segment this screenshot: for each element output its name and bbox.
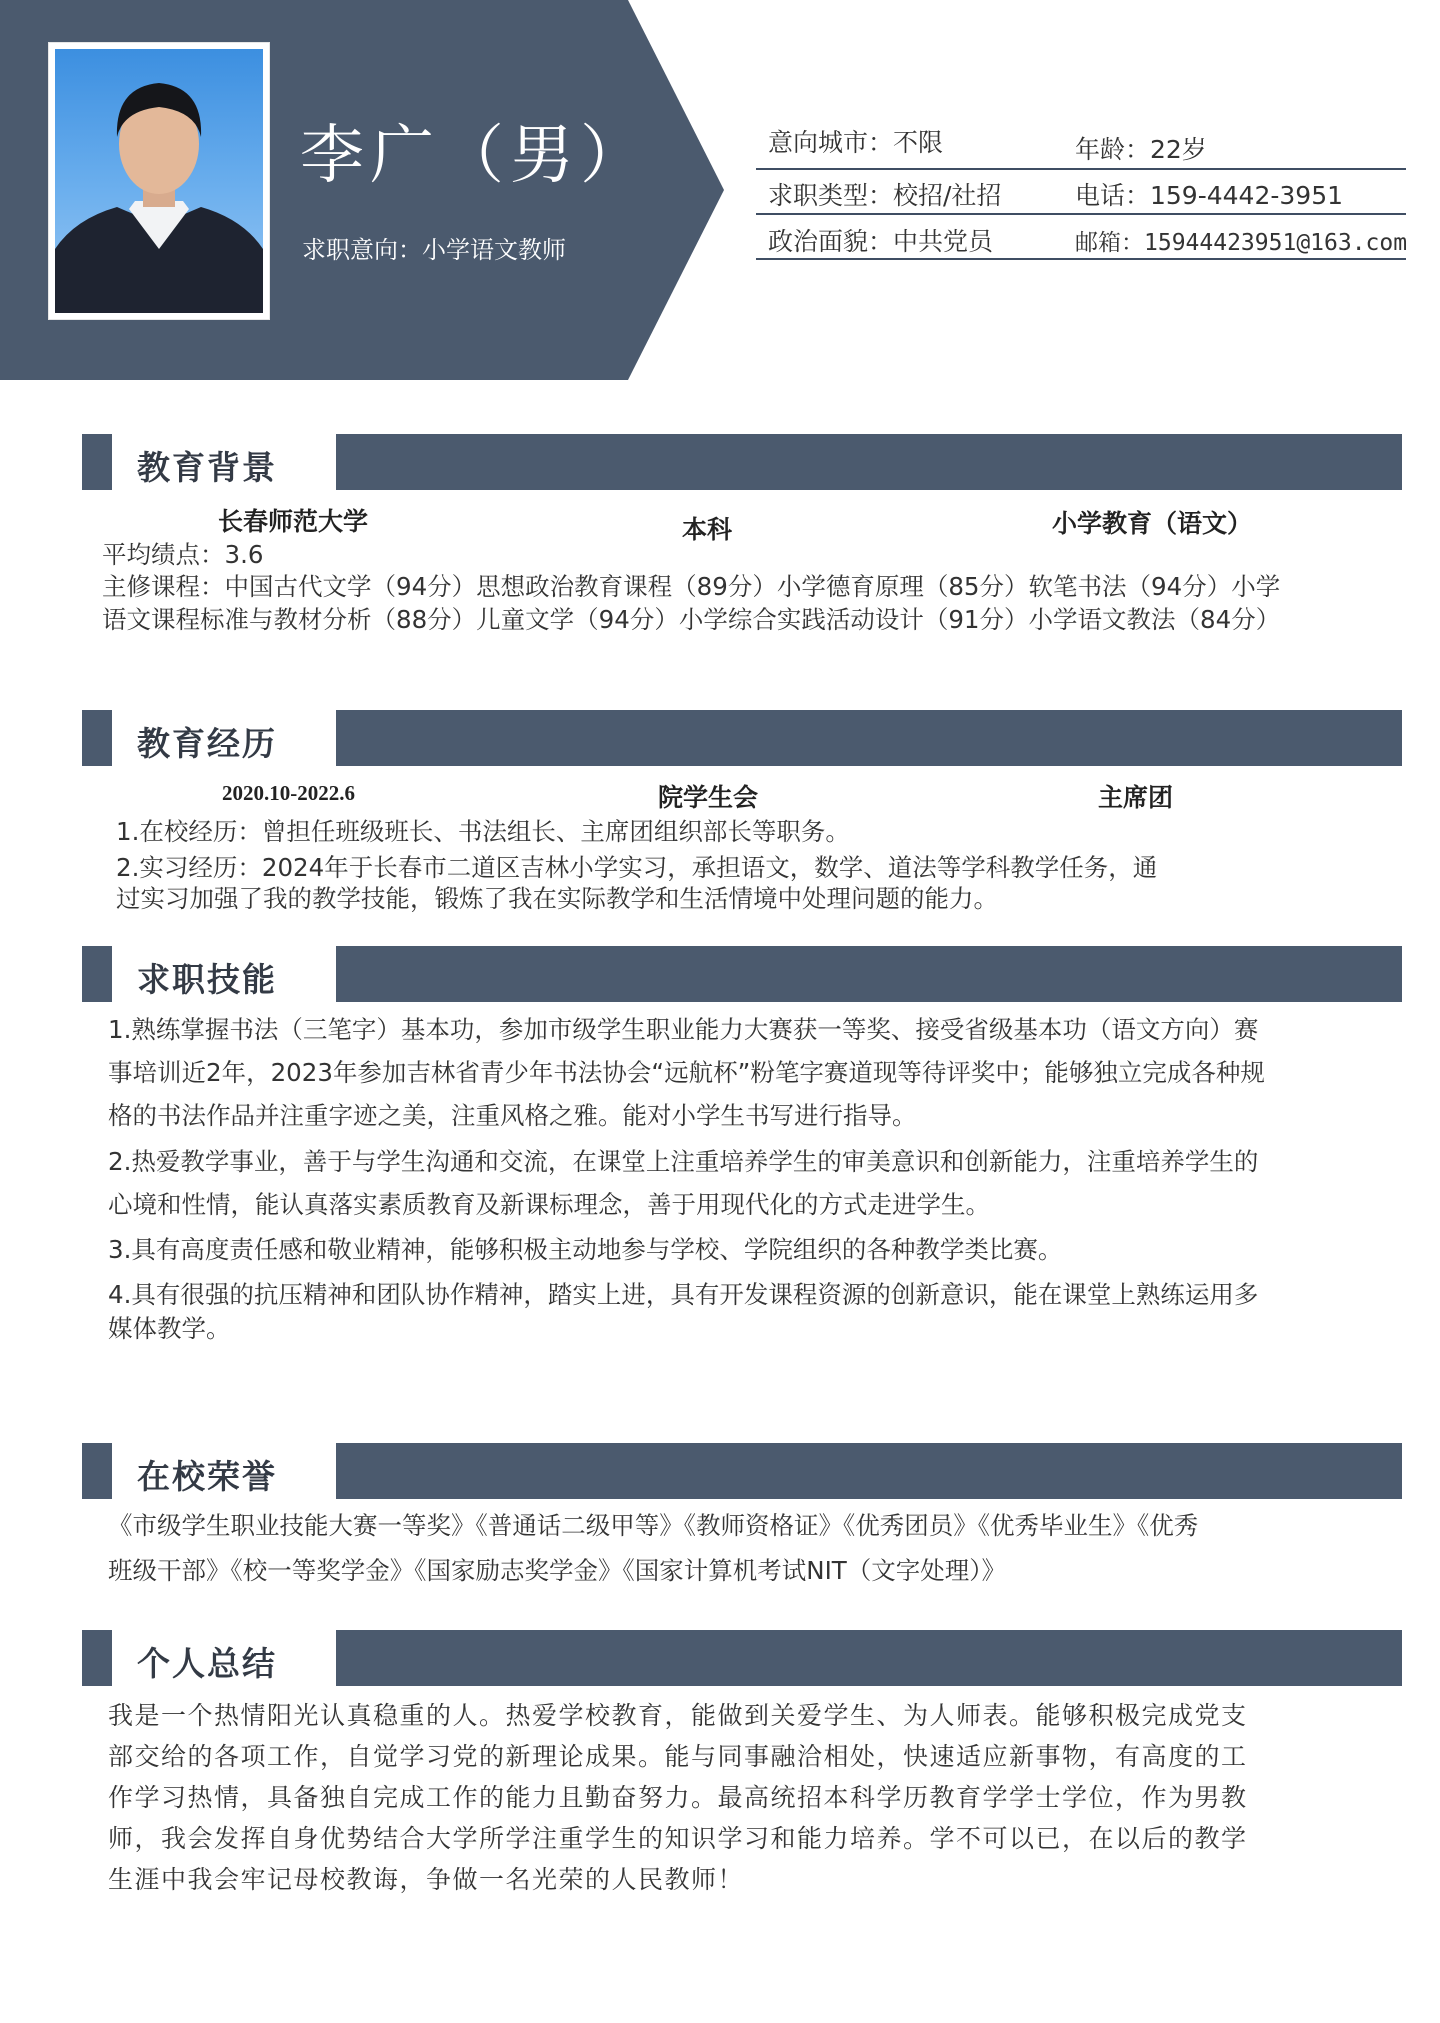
experience-role: 主席团 — [1098, 783, 1174, 812]
skill-line: 1.熟练掌握书法（三笔字）基本功，参加市级学生职业能力大赛获一等奖、接受省级基本功（语文方向）赛 — [108, 1015, 1259, 1044]
section-title: 教育经历 — [137, 724, 277, 763]
honors-line: 班级干部》《校一等奖学金》《国家励志奖学金》《国家计算机考试NIT（文字处理）》 — [108, 1556, 1007, 1585]
info-phone: 电话：159-4442-3951 — [1075, 181, 1344, 210]
gpa-line: 平均绩点：3.6 — [102, 540, 264, 569]
honors-line: 《市级学生职业技能大赛一等奖》《普通话二级甲等》《教师资格证》《优秀团员》《优秀毕业生》《优秀 — [108, 1511, 1199, 1540]
profile-photo — [55, 49, 263, 313]
experience-organization: 院学生会 — [658, 783, 759, 812]
skill-line: 格的书法作品并注重字迹之美，注重风格之雅。能对小学生书写进行指导。 — [108, 1101, 917, 1130]
school-name: 长春师范大学 — [218, 507, 369, 536]
job-intent: 求职意向：小学语文教师 — [302, 236, 566, 264]
summary-line: 生涯中我会牢记母校教诲，争做一名光荣的人民教师！ — [108, 1865, 745, 1894]
section-title: 教育背景 — [137, 448, 277, 487]
profile-photo-frame — [48, 42, 270, 320]
section-header-education-experience — [82, 710, 1402, 766]
info-divider — [756, 213, 1406, 215]
summary-line: 师，我会发挥自身优势结合大学所学注重学生的知识学习和能力培养。学不可以已，在以后的教学 — [108, 1824, 1248, 1853]
section-header-education-background — [82, 434, 1402, 490]
info-divider — [756, 168, 1406, 170]
info-age: 年龄：22岁 — [1075, 135, 1207, 164]
experience-line: 1.在校经历：曾担任班级班长、书法组长、主席团组织部长等职务。 — [116, 817, 850, 846]
skill-line: 心境和性情，能认真落实素质教育及新课标理念，善于用现代化的方式走进学生。 — [108, 1190, 990, 1219]
section-title: 个人总结 — [137, 1644, 277, 1683]
section-title: 求职技能 — [137, 960, 277, 999]
skill-line: 3.具有高度责任感和敬业精神，能够积极主动地参与学校、学院组织的各种教学类比赛。 — [108, 1235, 1063, 1264]
section-header-job-skills — [82, 946, 1402, 1002]
info-city: 意向城市：不限 — [768, 128, 944, 157]
info-job-type: 求职类型：校招/社招 — [768, 181, 1002, 210]
info-email: 邮箱：15944423951@163.com — [1075, 230, 1408, 256]
section-header-summary — [82, 1630, 1402, 1686]
experience-period: 2020.10-2022.6 — [222, 781, 355, 805]
candidate-name: 李广（男） — [300, 119, 650, 193]
major: 小学教育（语文） — [1052, 509, 1253, 538]
section-title: 在校荣誉 — [137, 1457, 277, 1496]
summary-line: 部交给的各项工作，自觉学习党的新理论成果。能与同事融洽相处，快速适应新事物，有高度的工 — [108, 1742, 1248, 1771]
experience-line: 过实习加强了我的教学技能，锻炼了我在实际教学和生活情境中处理问题的能力。 — [116, 884, 998, 913]
summary-line: 作学习热情，具备独自完成工作的能力且勤奋努力。最高统招本科学历教育学学士学位，作为男教 — [108, 1783, 1248, 1812]
degree: 本科 — [682, 515, 733, 544]
info-politics: 政治面貌：中共党员 — [768, 227, 994, 256]
skill-line: 事培训近2年，2023年参加吉林省青少年书法协会“远航杯”粉笔字赛道现等待评奖中；能够独立完成各种规 — [108, 1058, 1265, 1087]
skill-line: 4.具有很强的抗压精神和团队协作精神，踏实上进，具有开发课程资源的创新意识，能在课堂上熟练运用多 — [108, 1280, 1259, 1309]
info-divider — [756, 258, 1406, 260]
skill-line: 媒体教学。 — [108, 1314, 231, 1343]
skill-line: 2.热爱教学事业，善于与学生沟通和交流，在课堂上注重培养学生的审美意识和创新能力，注重培养学生的 — [108, 1147, 1259, 1176]
experience-line: 2.实习经历：2024年于长春市二道区吉林小学实习，承担语文，数学、道法等学科教学任务，通 — [116, 853, 1158, 882]
summary-line: 我是一个热情阳光认真稳重的人。热爱学校教育，能做到关爱学生、为人师表。能够积极完成党支 — [108, 1701, 1248, 1730]
course-line: 语文课程标准与教材分析（88分）儿童文学（94分）小学综合实践活动设计（91分）小学语文教法（84分） — [102, 605, 1281, 634]
course-line: 主修课程：中国古代文学（94分）思想政治教育课程（89分）小学德育原理（85分）软笔书法（94分）小学 — [102, 572, 1281, 601]
section-header-honors — [82, 1443, 1402, 1499]
